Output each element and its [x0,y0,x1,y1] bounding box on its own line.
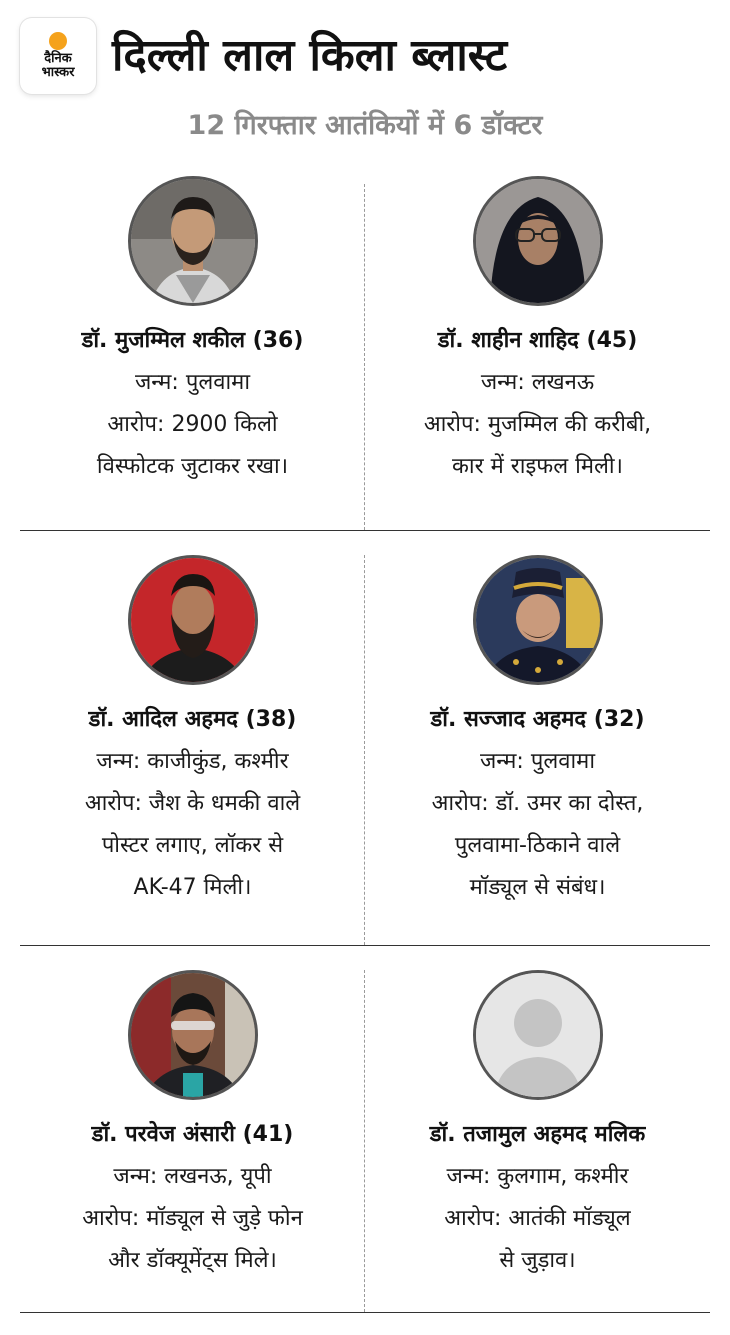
doctor-allegation: आरोप: मॉड्यूल से जुड़े फोन [82,1206,303,1231]
doctor-card [20,531,365,945]
doctor-name: डॉ. शाहीन शाहिद (45) [437,328,638,353]
sun-icon [49,32,67,50]
avatar-photo [128,970,258,1100]
doctor-allegation: आरोप: आतंकी मॉड्यूल [444,1206,631,1231]
doctor-name: डॉ. मुजम्मिल शकील (36) [81,328,304,353]
doctor-allegation: विस्फोटक जुटाकर रखा। [96,454,289,479]
doctor-allegation: कार में राइफल मिली। [452,454,623,479]
doctor-birthplace: जन्म: पुलवामा [134,370,251,395]
header [0,0,730,160]
doctor-allegation: AK-47 मिली। [133,875,252,900]
avatar-photo [128,176,258,306]
doctor-name: डॉ. परवेज अंसारी (41) [91,1122,294,1147]
doctor-card [20,946,365,1312]
grid-row [20,531,710,946]
logo-line-1: दैनिक [44,51,72,66]
doctor-allegation: पुलवामा-ठिकाने वाले [454,833,621,858]
page-subtitle: 12 गिरफ्तार आतंकियों में 6 डॉक्टर [187,110,543,141]
doctor-name: डॉ. आदिल अहमद (38) [88,707,297,732]
doctor-card [365,531,710,945]
avatar-photo [473,555,603,685]
doctor-birthplace: जन्म: लखनऊ, यूपी [113,1164,272,1189]
doctor-card [365,160,710,530]
doctor-grid [20,160,710,1313]
page-title: दिल्ली लाल किला ब्लास्ट [112,30,508,81]
doctor-name: डॉ. तजामुल अहमद मलिक [429,1122,646,1147]
doctor-allegation: आरोप: डॉ. उमर का दोस्त, [431,791,644,816]
doctor-birthplace: जन्म: पुलवामा [479,749,596,774]
grid-row [20,946,710,1313]
doctor-allegation: मॉड्यूल से संबंध। [469,875,606,900]
doctor-birthplace: जन्म: कुलगाम, कश्मीर [446,1164,629,1189]
doctor-allegation: आरोप: जैश के धमकी वाले [84,791,301,816]
doctor-birthplace: जन्म: लखनऊ [480,370,595,395]
doctor-card [20,160,365,530]
doctor-allegation: आरोप: 2900 किलो [107,412,278,437]
logo-line-2: भास्कर [41,65,75,80]
avatar-photo [473,176,603,306]
doctor-allegation: से जुड़ाव। [499,1248,576,1273]
doctor-birthplace: जन्म: काजीकुंड, कश्मीर [96,749,289,774]
dainik-bhaskar-logo [20,18,96,94]
doctor-card [365,946,710,1312]
doctor-name: डॉ. सज्जाद अहमद (32) [430,707,645,732]
doctor-allegation: पोस्टर लगाए, लॉकर से [101,833,284,858]
doctor-allegation: और डॉक्यूमेंट्स मिले। [108,1248,277,1273]
placeholder-avatar-icon [473,970,603,1100]
grid-row [20,160,710,531]
avatar-photo [128,555,258,685]
doctor-allegation: आरोप: मुजम्मिल की करीबी, [423,412,652,437]
